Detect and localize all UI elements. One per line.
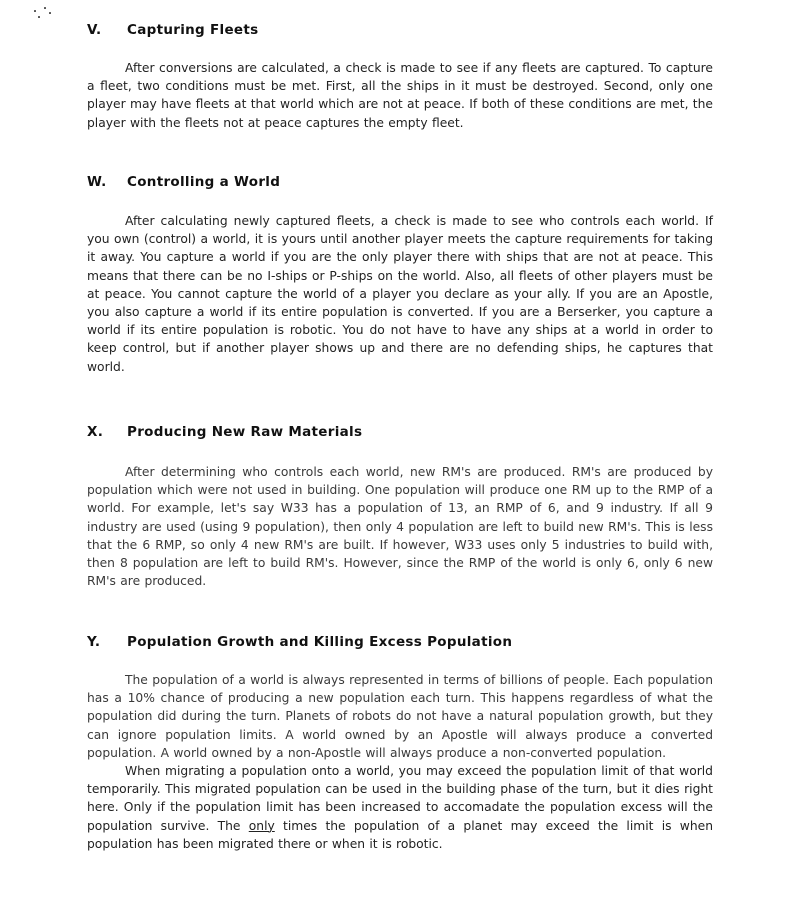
scan-speck [34, 10, 36, 12]
section-paragraph: After calculating newly captured fleets, a check is made to see who controls each world. If you own (control) a world, it is yours until another player meets the capture requirements for taking it away. You capture a world if you are the only player there with ships that are not at peace. This means that there can be no I-ships or P-ships on the world. Also, all fleets of other players must be at peace. You cannot capture the world of a player you declare as your ally. If you are an Apostle, you also capture a world if its entire population is converted. If you are a Berserker, you capture a world if its entire population is robotic. You do not have to have any ships at a world in order to keep control, but if another player shows up and there are no defending ships, he captures that world. [87, 214, 713, 374]
section-letter: Y. [87, 634, 101, 650]
section-heading [87, 424, 713, 440]
section-title: Producing New Raw Materials [127, 424, 363, 440]
section-paragraph [87, 762, 713, 853]
emphasized-word: only [248, 818, 275, 833]
paragraph-text: times the population of a planet may exceed the limit is when population has been migrated there or when it is robotic. [87, 818, 714, 851]
section-controlling-a-world [87, 174, 713, 376]
section-capturing-fleets [87, 22, 713, 132]
section-paragraph: After conversions are calculated, a check is made to see if any fleets are captured. To capture a fleet, two conditions must be met. First, all the ships in it must be destroyed. Second, only one player may have fleets at that world which are not at peace. If both of these conditions are met, the player with the fleets not at peace captures the empty fleet. [87, 61, 713, 130]
section-letter: W. [87, 174, 107, 190]
section-population-growth [87, 634, 713, 853]
paragraph-text: When migrating a population onto a world, you may exceed the population limit of that world temporarily. This migrated population can be used in the building phase of the turn, but it dies right here. Only if the population limit has been increased to accomadate the population excess will the population survive. The [87, 764, 713, 833]
section-title: Controlling a World [127, 174, 281, 190]
section-letter: V. [87, 22, 102, 38]
scan-speck [49, 12, 51, 14]
section-heading [87, 22, 713, 38]
section-letter: X. [87, 424, 104, 440]
section-heading [87, 634, 713, 650]
section-title: Capturing Fleets [127, 22, 259, 38]
section-paragraph: The population of a world is always represented in terms of billions of people. Each population has a 10% chance of producing a new population each turn. This happens regardless of what the population did during the turn. Planets of robots do not have a natural population growth, but they can ignore population limits. A world owned by an Apostle will always produce a converted population. A world owned by a non-Apostle will always produce a non-converted population. [87, 673, 713, 760]
section-paragraph: After determining who controls each world, new RM's are produced. RM's are produced by population which were not used in building. One population will produce one RM up to the RMP of a world. For example, let's say W33 has a population of 13, an RMP of 6, and 9 industry. If all 9 industry are used (using 9 population), then only 4 population are left to build new RM's. This is less that the 6 RMP, so only 4 new RM's are built. If however, W33 uses only 5 industries to build with, then 8 population are left to build RM's. However, since the RMP of the world is only 6, only 6 new RM's are produced. [87, 465, 713, 589]
section-title: Population Growth and Killing Excess Population [127, 634, 513, 650]
scan-speck [44, 7, 46, 9]
section-producing-raw-materials [87, 424, 713, 590]
scan-speck [38, 16, 40, 18]
section-heading [87, 174, 713, 190]
